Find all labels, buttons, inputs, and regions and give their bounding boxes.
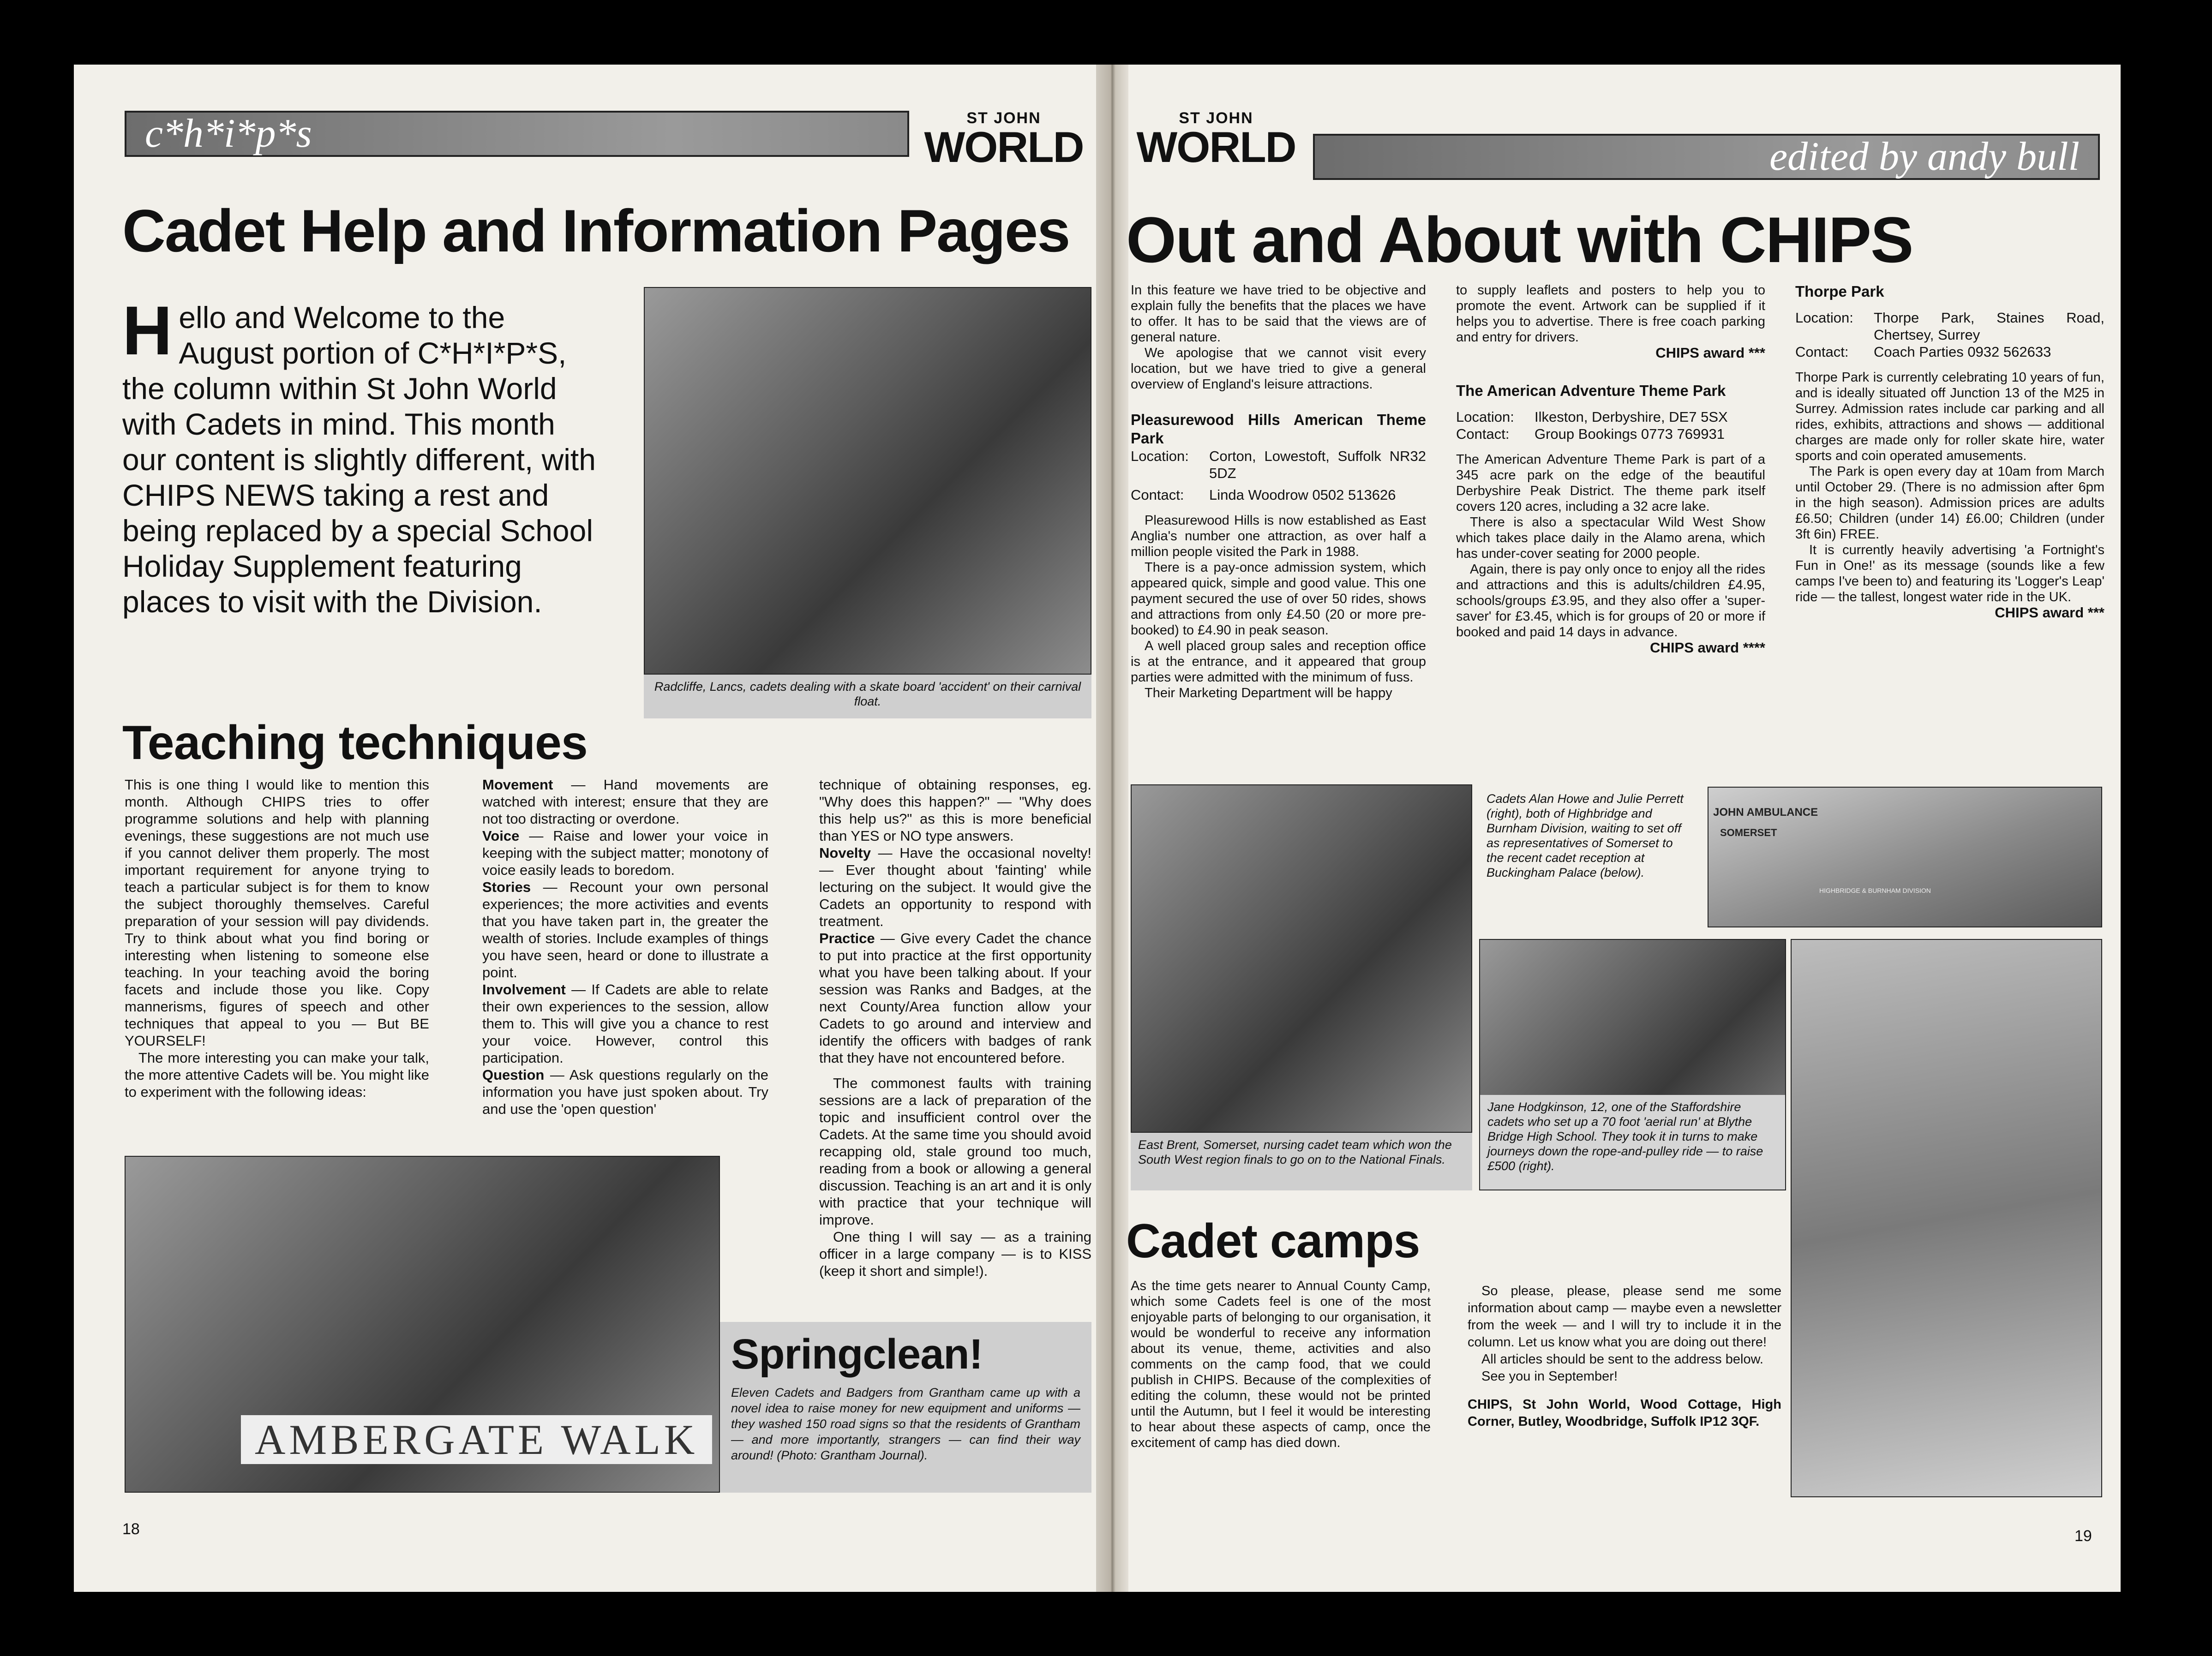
cadets-palace-photo (1479, 939, 1786, 1190)
ambulance-cadets-photo (1708, 787, 2102, 927)
ambulance-text2: SOMERSET (1720, 827, 1777, 838)
aerial-run-caption: Jane Hodgkinson, 12, one of the Staffordshire cadets who set up a 70 foot 'aerial run' at Blythe Bridge High School. They took it in turns to make journeys down the rope-and-pulley ride — to raise £500 (right). (1480, 1095, 1785, 1190)
pleasurewood-award: CHIPS award *** (1655, 345, 1765, 361)
dropcap: H (122, 292, 173, 369)
thorpe-title: Thorpe Park (1795, 283, 1884, 300)
ambulance-text: JOHN AMBULANCE (1713, 806, 1818, 819)
banner-title: c*h*i*p*s (145, 111, 312, 156)
places-col3: Thorpe Park Location: Thorpe Park, Staines Road, Chertsey, Surrey Contact: Coach Parties 0932 562633 Thorpe Park is currently celebrating 10 years of fun, and is ideally situated off Junction 13 of the M25 in Surrey. Admission rates include car parking and all rides, exhibits, attractions and shows — additional charges are made only for roller skate hire, water sports and coin operated amusements. The Park is open every day at 10am from March until October 29. (There is no admission after 6pm in the high season). Admission prices are adults £6.50; Children (under 14) £6.00; Children (under 3ft 6in) FREE. It is currently heavily advertising 'a Fortnight's Fun in One!' as its message (sounds like a few camps I've been to) and featuring its 'Logger's Leap' ride — the tallest, longest water ride in the UK. CHIPS award *** (1795, 283, 2104, 621)
camps-heading: Cadet camps (1126, 1214, 1420, 1268)
springclean-box (720, 1322, 1091, 1493)
chips-banner (125, 111, 909, 157)
places-col2: to supply leaflets and posters to help you to promote the event. Artwork can be supplied if it helps you to advertise. There is free coach parking and entry for drivers. CHIPS award *** The American Adventure Theme Park Location: Ilkeston, Derbyshire, DE7 5SX Contact: Group Bookings 0773 769931 The American Adventure Theme Park is part of a 345 acre park on the edge of the beautiful Derbyshire Peak District. The theme park itself covers 120 acres, including a 32 acre lake. There is also a spectacular Wild West Show which takes place daily in the Alamo arena, which has under-cover seating for 2000 people. Again, there is pay only once to enjoy all the rides and attractions and this is adults/children £4.95, schools/groups £3.95, and they also offer a 'super-saver' for £3.45, which is for groups of 20 or more if booked and paid 14 days in advance. CHIPS award **** (1456, 283, 1765, 656)
american-award: CHIPS award **** (1650, 640, 1765, 656)
camps-col1: As the time gets nearer to Annual County Camp, which some Cadets feel is one of the most enjoyable parts of belonging to our organisation, it would be wonderful to receive any information about its venue, theme, activities and also comments on the camp food, that we could publish in CHIPS. Because of the complexities of editing the column, these would not be printed until the Autumn, but I feel it would be interesting to hear about these aspects of camp, once the excitement of camp has died down. (1131, 1279, 1431, 1450)
thorpe-award: CHIPS award *** (1995, 604, 2104, 621)
camps-address: CHIPS, St John World, Wood Cottage, High Corner, Butley, Woodbridge, Suffolk IP12 3QF. (1468, 1397, 1781, 1429)
right-headline: Out and About with CHIPS (1126, 203, 1913, 276)
american-title: The American Adventure Theme Park (1456, 382, 1726, 399)
springclean-text: Eleven Cadets and Badgers from Grantham came up with a novel idea to raise money for new equipment and uniforms — they washed 150 road signs so that the residents of Grantham — and more importantly, strangers — can find their way around! (Photo: Grantham Journal). (731, 1386, 1080, 1462)
places-col1: In this feature we have tried to be objective and explain fully the benefits that the places we have to offer. It has to be said that the views are of general nature. We apologise that we cannot visit every location, but we have tried to give a general overview of England's leisure attractions. Pleasurewood Hills American Theme Park Location: Corton, Lowestoft, Suffolk NR32 5DZ Contact: Linda Woodrow 0502 513626 Pleasurewood Hills is now established as East Anglia's number one attraction, as over half a million people visited the Park in 1988. There is a pay-once admission system, which appeared quick, simple and good value. This one payment secured the use of over 50 rides, shows and attractions from only £4.50 (20 or more pre-booked) to £4.90 in peak season. A well placed group sales and reception office is at the entrance, and it appeared that group parties were admitted with the minimum of fuss. Their Marketing Department will be happy (1131, 283, 1426, 700)
springclean-heading: Springclean! (731, 1331, 983, 1378)
teaching-col1: This is one thing I would like to mention this month. Although CHIPS tries to offer programme solutions and help with planning evenings, these suggestions are not much use if you cannot deliver them properly. The most important requirement for anyone trying to teach a particular subject is for them to know the subject thoroughly themselves. Careful preparation of your session will pay dividends. Try to think about what you find boring or interesting when listening to someone else teaching. In your teaching avoid the boring facets and include those you like. Copy mannerisms, figures of speech and other techniques that appeal to you — But BE YOURSELF! The more interesting you can make your talk, the more attentive Cadets will be. You might like to experiment with the following ideas: (125, 777, 429, 1100)
street-sign: AMBERGATE WALK (241, 1415, 712, 1464)
nursing-team-caption: East Brent, Somerset, nursing cadet team which won the South West region finals to go on to the National Finals. (1131, 1133, 1472, 1190)
st-john-world-logo: ST JOHN WORLD (924, 109, 1084, 171)
camps-col2: So please, please, please send me some information about camp — maybe even a newsletter from the week — and I will try to include it in the column. Let us know what you are doing out there! All articles should be sent to the address below. See you in September! CHIPS, St John World, Wood Cottage, High Corner, Butley, Woodbridge, Suffolk IP12 3QF. (1468, 1283, 1781, 1430)
intro-text: Hello and Welcome to the August portion of C*H*I*P*S, the column within St John World with Cadets in mind. This month our content is slightly different, with CHIPS NEWS taking a rest and being replaced by a special School Holiday Supplement featuring places to visit with the Division. (122, 292, 596, 619)
page-headline: Cadet Help and Information Pages (122, 197, 1070, 264)
teaching-col3: technique of obtaining responses, eg. "Why does this happen?" — "Why does this help us?" as this is more beneficial than YES or NO type answers. Novelty — Have the occasional novelty! — Ever thought about 'fainting' while lecturing on the subject. It would give the Cadets an opportunity to respond with treatment. Practice — Give every Cadet the chance to put into practice at the first opportunity what you have been talking about. If your session was Ranks and Badges, at the next County/Area function allow your Cadets to go around and interview and identify the officers with badges of rank that they have not encountered before. The commonest faults with training sessions are a lack of preparation of the topic and insufficient control over the Cadets. At the same time you should avoid recapping old, stale ground too much, reading from a book or allowing a general discussion. Teaching is an art and it is only with practice that your technique will improve. One thing I will say — as a training officer in a large company — is to KISS (keep it short and simple!). (819, 777, 1091, 1279)
photo-caption: Radcliffe, Lancs, cadets dealing with a skate board 'accident' on their carnival float. (644, 675, 1091, 718)
nursing-cadet-team-photo (1131, 784, 1472, 1133)
palace-caption: Cadets Alan Howe and Julie Perrett (right), both of Highbridge and Burnham Division, waiting to set off as representatives of Somerset to the recent cadet reception at Buckingham Palace (below). (1479, 787, 1701, 927)
cadets-street-sign-photo (125, 1156, 720, 1493)
editor-credit: edited by andy bull (1769, 134, 2080, 179)
cadets-skateboard-photo (644, 287, 1091, 675)
aerial-run-photo (1791, 939, 2102, 1497)
page-number-left: 18 (122, 1520, 140, 1538)
teaching-col2: Movement — Hand movements are watched with interest; ensure that they are not too distracting or overdone. Voice — Raise and lower your voice in keeping with the subject matter; monotony of voice easily leads to boredom. Stories — Recount your own personal experiences; the more activities and events that you have taken part in, the greater the wealth of stories. Include examples of things you have seen, heard or done to illustrate a point. Involvement — If Cadets are able to relate their own experiences to the session, allow them to. This will give you a chance to rest your voice. However, control this participation. Question — Ask questions regularly on the information you have just spoken about. Try and use the 'open question' (482, 777, 768, 1117)
magazine-spine (1096, 65, 1128, 1592)
ambulance-text3: HIGHBRIDGE & BURNHAM DIVISION (1819, 887, 1931, 894)
pleasurewood-title: Pleasurewood Hills American Theme Park (1131, 411, 1426, 447)
editor-banner (1313, 134, 2100, 180)
page-number-right: 19 (2074, 1527, 2092, 1545)
st-john-world-logo-right: ST JOHN WORLD (1136, 109, 1296, 171)
teaching-heading: Teaching techniques (122, 716, 587, 770)
